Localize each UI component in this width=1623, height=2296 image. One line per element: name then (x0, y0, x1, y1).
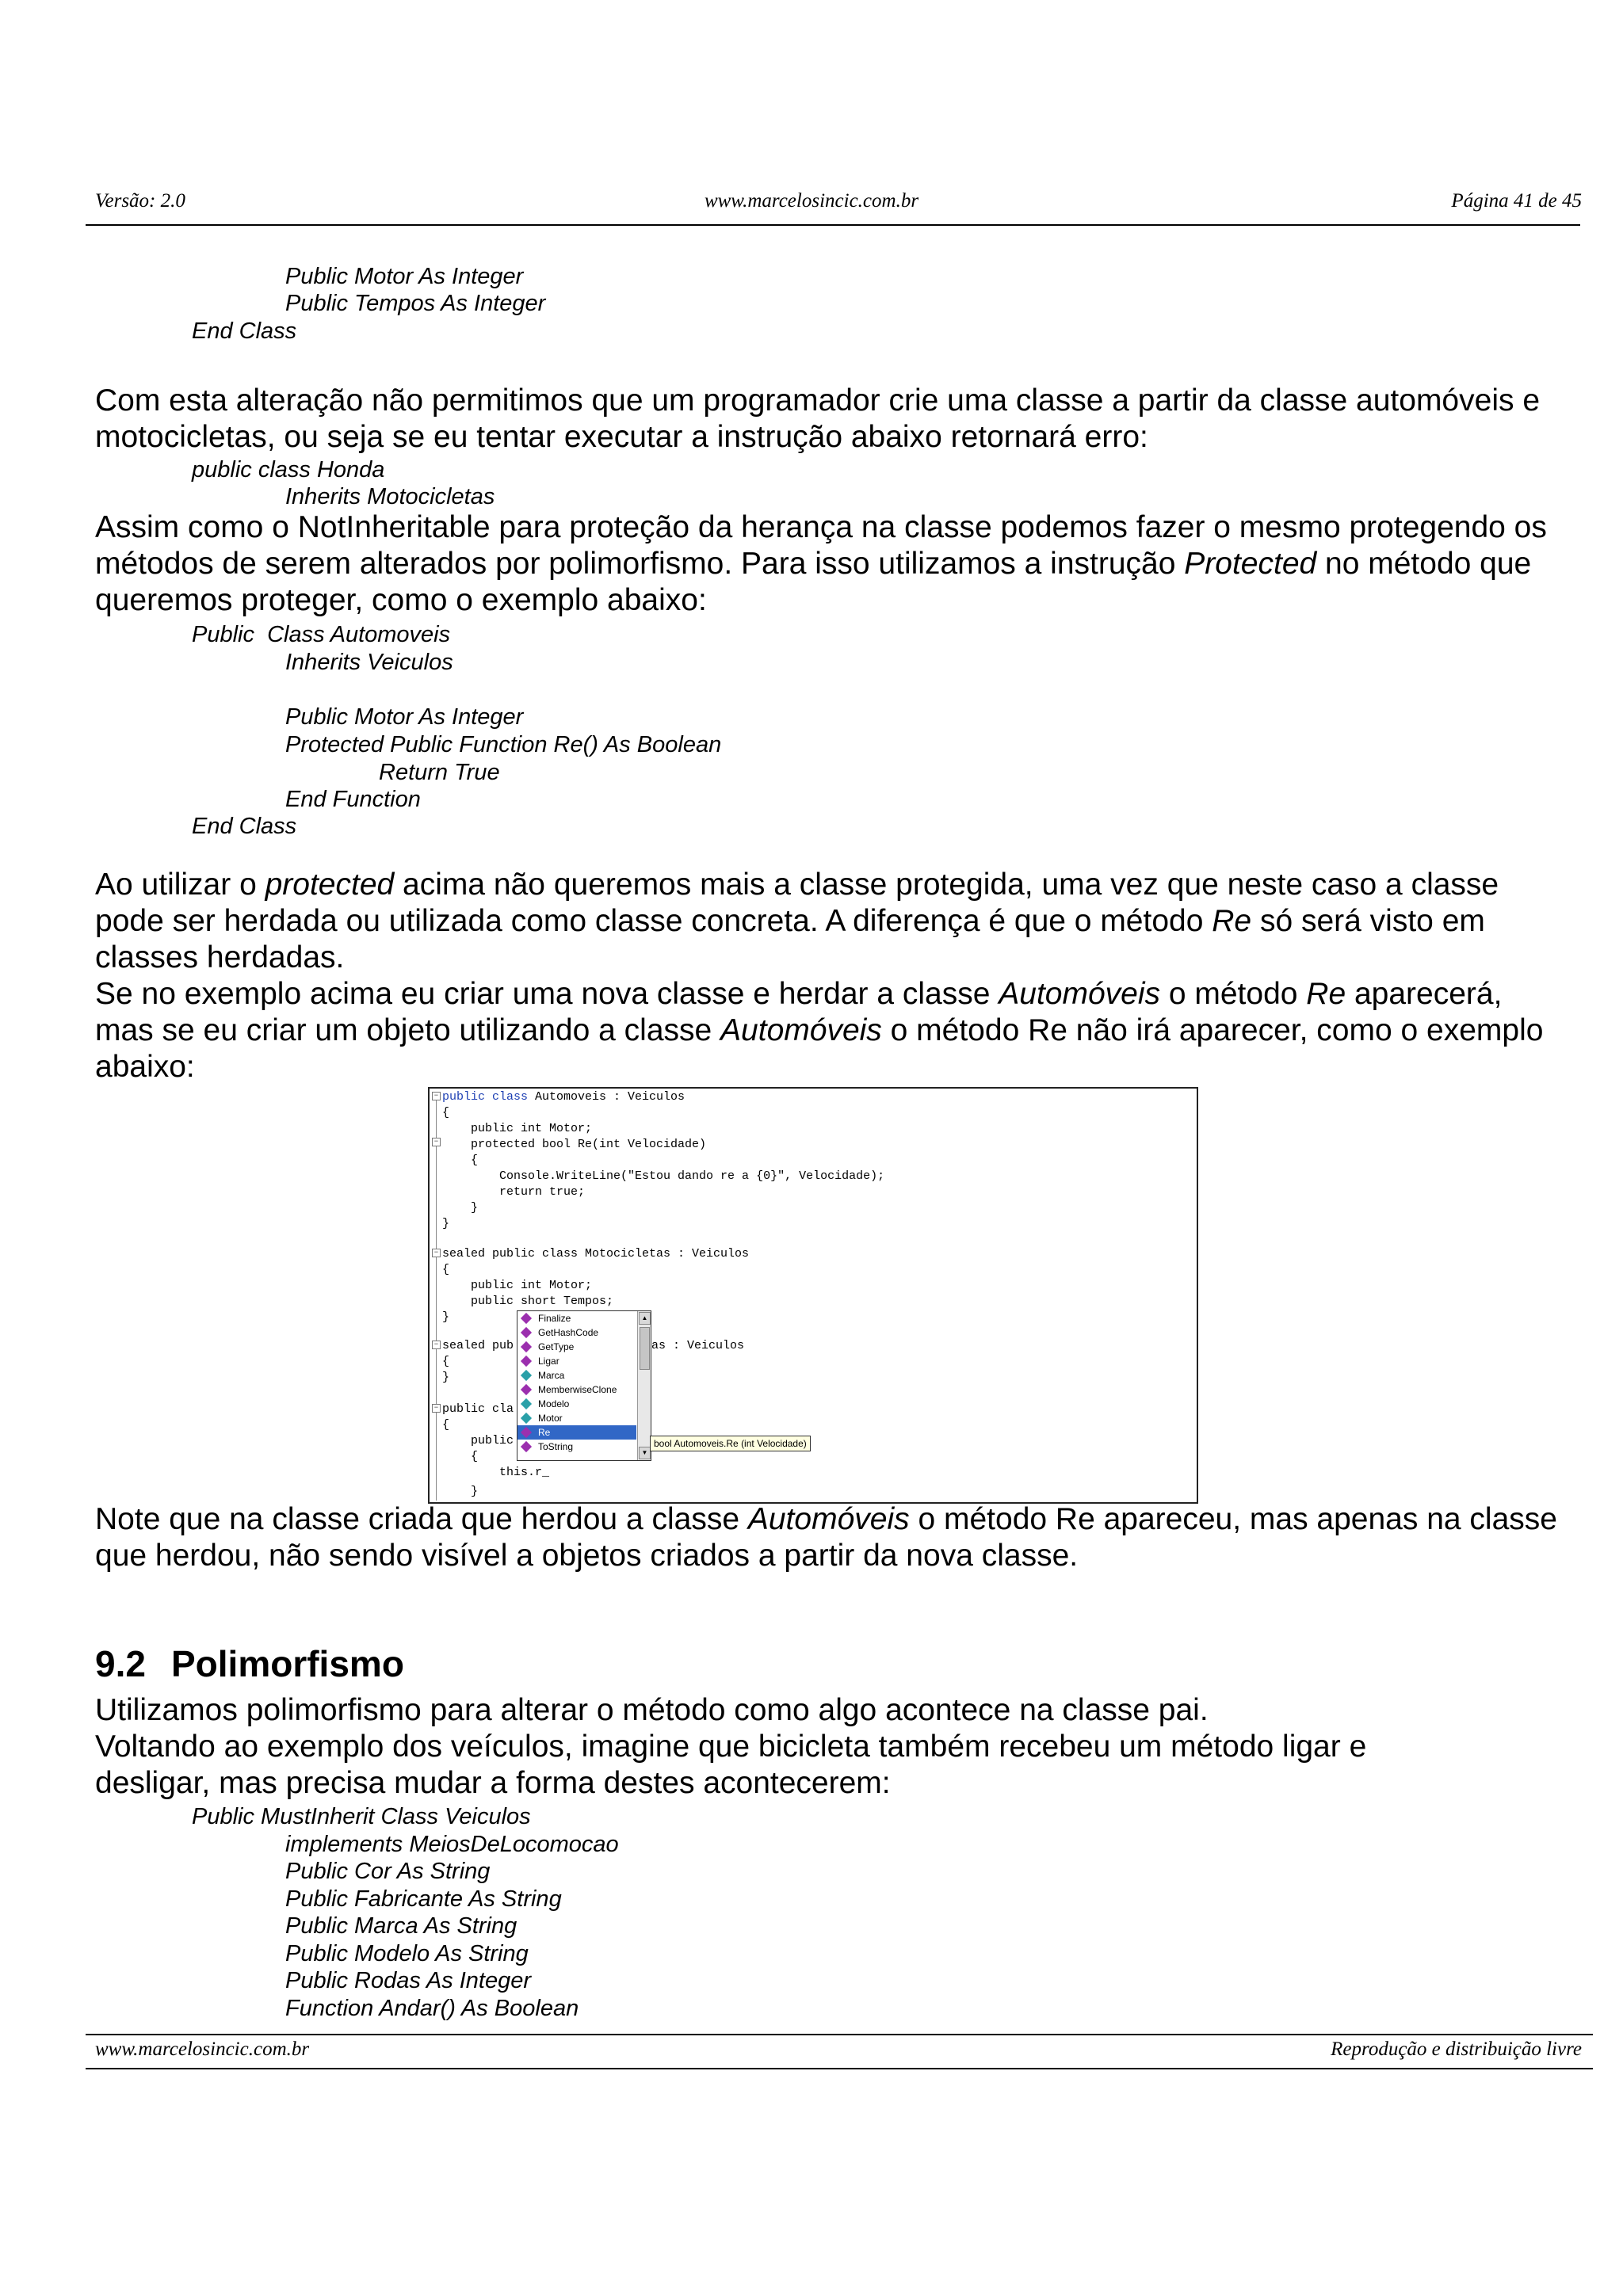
autocomplete-label: Re (538, 1427, 551, 1438)
autocomplete-label: Marca (538, 1370, 565, 1381)
autocomplete-label: Modelo (538, 1398, 570, 1409)
code-line: } (442, 1371, 450, 1384)
autocomplete-item[interactable] (517, 1354, 636, 1368)
code-line: public (442, 1434, 514, 1447)
header-version: Versão: 2.0 (95, 190, 185, 212)
scroll-down-icon[interactable]: ▼ (639, 1447, 651, 1459)
code-line: implements MeiosDeLocomocao (285, 1832, 619, 1857)
fold-marker-icon: − (432, 1138, 441, 1146)
autocomplete-label: MemberwiseClone (538, 1384, 617, 1395)
code-line: Public MustInherit Class Veiculos (192, 1804, 531, 1829)
paragraph-emphasis: Automóveis (999, 977, 1161, 1011)
autocomplete-label: ToString (538, 1441, 574, 1452)
header-rule (86, 224, 1580, 226)
paragraph-emphasis: Re (1212, 904, 1252, 938)
code-line: End Function (285, 787, 421, 812)
code-line: public int Motor; (442, 1122, 593, 1135)
fold-marker-icon: − (432, 1341, 441, 1349)
paragraph-emphasis: Automóveis (720, 1013, 882, 1047)
method-icon (521, 1441, 532, 1452)
code-line: Function Andar() As Boolean (285, 1996, 579, 2021)
autocomplete-label: GetType (538, 1341, 575, 1352)
code-line: Public Class Automoveis (192, 622, 451, 647)
paragraph-text: Se no exemplo acima eu criar uma nova classe e herdar a classe (95, 977, 999, 1011)
paragraph (95, 509, 1561, 619)
paragraph-text: só será visto em classes herdadas. (95, 904, 1485, 974)
code-line: as : Veiculos (651, 1339, 745, 1352)
method-icon (521, 1327, 532, 1338)
autocomplete-list[interactable] (517, 1310, 651, 1461)
gutter-line (436, 1097, 437, 1501)
fold-marker-icon: − (432, 1404, 441, 1413)
code-line: Public Motor As Integer (285, 264, 524, 289)
section-title: Polimorfismo (171, 1643, 404, 1684)
code-line: Public Modelo As String (285, 1941, 529, 1966)
autocomplete-scrollbar[interactable] (637, 1311, 651, 1460)
footer-rule-bottom (86, 2068, 1593, 2069)
code-line: Public Rodas As Integer (285, 1968, 532, 1993)
code-line: protected bool Re(int Velocidade) (442, 1138, 707, 1151)
keyword: public class (442, 1090, 536, 1104)
member-tooltip: bool Automoveis.Re (int Velocidade) (650, 1436, 811, 1451)
code-line: public class Honda (192, 457, 385, 482)
paragraph-text: Assim como o NotInheritable para proteção da herança na classe podemos fazer o mesmo protegendo os métodos de serem alterados por polimorfismo. Para isso utilizamos a instrução (95, 510, 1547, 581)
code-line: Public Marca As String (285, 1913, 517, 1939)
method-icon (521, 1384, 532, 1395)
code-line: Inherits Motocicletas (285, 484, 495, 509)
paragraph-text: acima não queremos mais a classe protegida, uma vez que neste caso a classe pode ser herdada ou utilizada como classe concreta. A diferença é que o método (95, 868, 1499, 938)
code-line: Public Tempos As Integer (285, 291, 546, 316)
autocomplete-item[interactable] (517, 1325, 636, 1340)
code-line: Public Motor As Integer (285, 704, 524, 730)
code-line: } (442, 1217, 450, 1230)
code-line: { (442, 1418, 450, 1432)
code-line: sealed public class Motocicletas : Veiculos (442, 1247, 750, 1261)
paragraph-text: o método (1160, 977, 1307, 1011)
autocomplete-item[interactable] (517, 1440, 636, 1454)
code-line: Return True (379, 760, 500, 785)
method-icon (521, 1341, 532, 1352)
scroll-up-icon[interactable]: ▲ (639, 1312, 651, 1325)
autocomplete-item[interactable] (517, 1397, 636, 1411)
code-line: } (442, 1485, 479, 1498)
fold-marker-icon: − (432, 1249, 441, 1257)
code-text: Automoveis : Veiculos (535, 1090, 685, 1104)
autocomplete-item[interactable] (517, 1411, 636, 1425)
code-line: this.r_ (442, 1466, 550, 1479)
code-line: End Class (192, 318, 297, 344)
paragraph-text: aparecerá, mas se eu criar um objeto utilizando a classe (95, 977, 1503, 1047)
autocomplete-item-selected[interactable] (517, 1425, 636, 1440)
code-line: Public Cor As String (285, 1859, 491, 1884)
paragraph-text: o método Re apareceu, mas apenas na classe que herdou, não sendo visível a objetos criados a partir da nova classe. (95, 1502, 1557, 1573)
paragraph (95, 867, 1561, 976)
code-line: { (442, 1355, 450, 1368)
paragraph (95, 1501, 1561, 1574)
code-line: return true; (442, 1185, 586, 1199)
code-line: Public Fabricante As String (285, 1886, 562, 1912)
paragraph-text: o método Re não irá aparecer, como o exemplo abaixo: (95, 1013, 1544, 1084)
fold-marker-icon: − (432, 1092, 441, 1100)
footer-rule-top (86, 2034, 1593, 2035)
paragraph: Voltando ao exemplo dos veículos, imagine que bicicleta também recebeu um método ligar e desligar, mas precisa mudar a forma destes acontecerem: (95, 1730, 1367, 1800)
code-line: public short Tempos; (442, 1295, 614, 1308)
ide-screenshot (428, 1087, 1198, 1504)
code-line: } (442, 1201, 479, 1215)
code-line: } (442, 1310, 450, 1324)
method-icon (521, 1313, 532, 1324)
autocomplete-item[interactable] (517, 1340, 636, 1354)
code-line: public int Motor; (442, 1279, 593, 1292)
section-heading (95, 1642, 404, 1685)
field-icon (521, 1370, 532, 1381)
paragraph-text: Note que na classe criada que herdou a classe (95, 1502, 748, 1536)
header-site: www.marcelosincic.com.br (704, 190, 919, 212)
footer-site: www.marcelosincic.com.br (95, 2039, 310, 2060)
paragraph-emphasis: Protected (1184, 547, 1317, 581)
autocomplete-item[interactable] (517, 1383, 636, 1397)
code-line: public cla (442, 1402, 514, 1416)
code-line: End Class (192, 814, 297, 839)
code-line (442, 1090, 685, 1104)
paragraph-text: no método que queremos proteger, como o exemplo abaixo: (95, 547, 1532, 617)
autocomplete-label: Ligar (538, 1356, 559, 1367)
method-icon (521, 1427, 532, 1438)
code-line: sealed pub (442, 1339, 514, 1352)
autocomplete-item[interactable] (517, 1311, 636, 1325)
field-icon (521, 1413, 532, 1424)
header-page-number: Página 41 de 45 (1451, 190, 1582, 212)
code-line: { (442, 1154, 479, 1167)
scrollbar-thumb[interactable] (640, 1327, 650, 1370)
autocomplete-label: Motor (538, 1413, 563, 1424)
autocomplete-label: GetHashCode (538, 1327, 599, 1338)
paragraph-text: Ao utilizar o (95, 868, 265, 902)
field-icon (521, 1398, 532, 1409)
section-number: 9.2 (95, 1643, 146, 1684)
paragraph: Com esta alteração não permitimos que um programador crie uma classe a partir da classe automóveis e motocicletas, ou seja se eu tentar executar a instrução abaixo retornará erro: (95, 383, 1541, 454)
footer-license: Reprodução e distribuição livre (1331, 2039, 1582, 2060)
code-line: Console.WriteLine("Estou dando re a {0}", Velocidade); (442, 1169, 885, 1183)
code-line: { (442, 1263, 450, 1276)
paragraph-emphasis: protected (265, 868, 395, 902)
paragraph (95, 976, 1561, 1085)
autocomplete-label: Finalize (538, 1313, 571, 1324)
paragraph: Utilizamos polimorfismo para alterar o método como algo acontece na classe pai. (95, 1693, 1209, 1727)
code-line: { (442, 1450, 479, 1463)
method-icon (521, 1356, 532, 1367)
code-line: { (442, 1106, 450, 1119)
code-line: Inherits Veiculos (285, 650, 453, 675)
paragraph-emphasis: Re (1306, 977, 1346, 1011)
code-line: Protected Public Function Re() As Boolean (285, 732, 722, 757)
autocomplete-item[interactable] (517, 1368, 636, 1383)
paragraph-emphasis: Automóveis (747, 1502, 910, 1536)
